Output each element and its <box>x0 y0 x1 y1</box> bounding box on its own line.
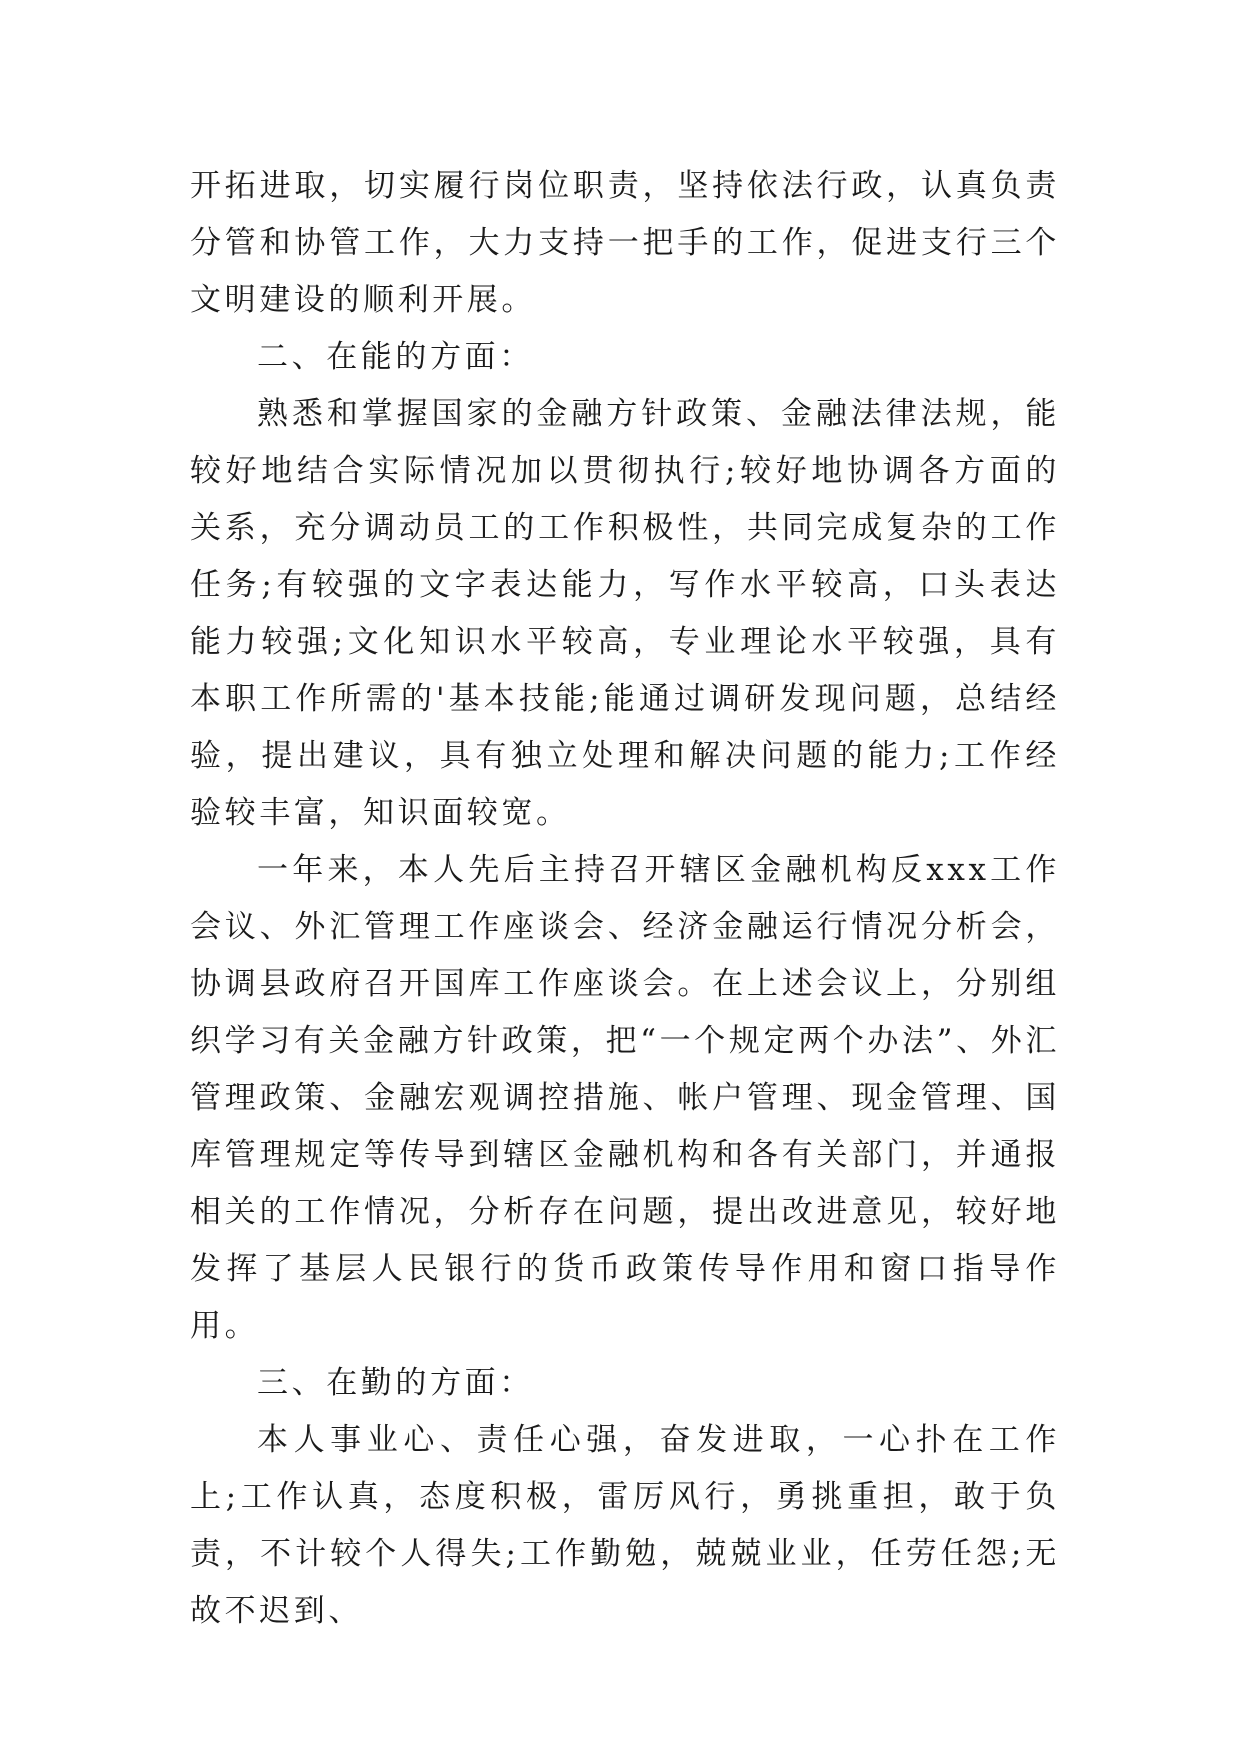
section-heading-ability: 二、在能的方面： <box>257 339 534 375</box>
document-body <box>190 158 1060 1640</box>
paragraph-diligence: 本人事业心、责任心强，奋发进取，一心扑在工作上;工作认真，态度积极，雷厉风行，勇挑重担，敢于负责，不计较个人得失;工作勤勉，兢兢业业，任劳任怨;无故不迟到、 <box>190 1422 1060 1629</box>
section-heading-diligence: 三、在勤的方面： <box>257 1365 534 1401</box>
paragraph-ability: 熟悉和掌握国家的金融方针政策、金融法律法规，能较好地结合实际情况加以贯彻执行;较好地协调各方面的关系，充分调动员工的工作积极性，共同完成复杂的工作任务;有较强的文字表达能力，写作水平较高，口头表达能力较强;文化知识水平较高，专业理论水平较强，具有本职工作所需的'基本技能;能通过调研发现问题，总结经验，提出建议，具有独立处理和解决问题的能力;工作经验较丰富，知识面较宽。 <box>190 396 1060 831</box>
paragraph-continuation: 开拓进取，切实履行岗位职责，坚持依法行政，认真负责分管和协管工作，大力支持一把手的工作，促进支行三个文明建设的顺利开展。 <box>190 168 1060 318</box>
paragraph-meetings: 一年来，本人先后主持召开辖区金融机构反xxx工作会议、外汇管理工作座谈会、经济金融运行情况分析会，协调县政府召开国库工作座谈会。在上述会议上，分别组织学习有关金融方针政策，把“一个规定两个办法”、外汇管理政策、金融宏观调控措施、帐户管理、现金管理、国库管理规定等传导到辖区金融机构和各有关部门，并通报相关的工作情况，分析存在问题，提出改进意见，较好地发挥了基层人民银行的货币政策传导作用和窗口指导作用。 <box>190 852 1060 1344</box>
